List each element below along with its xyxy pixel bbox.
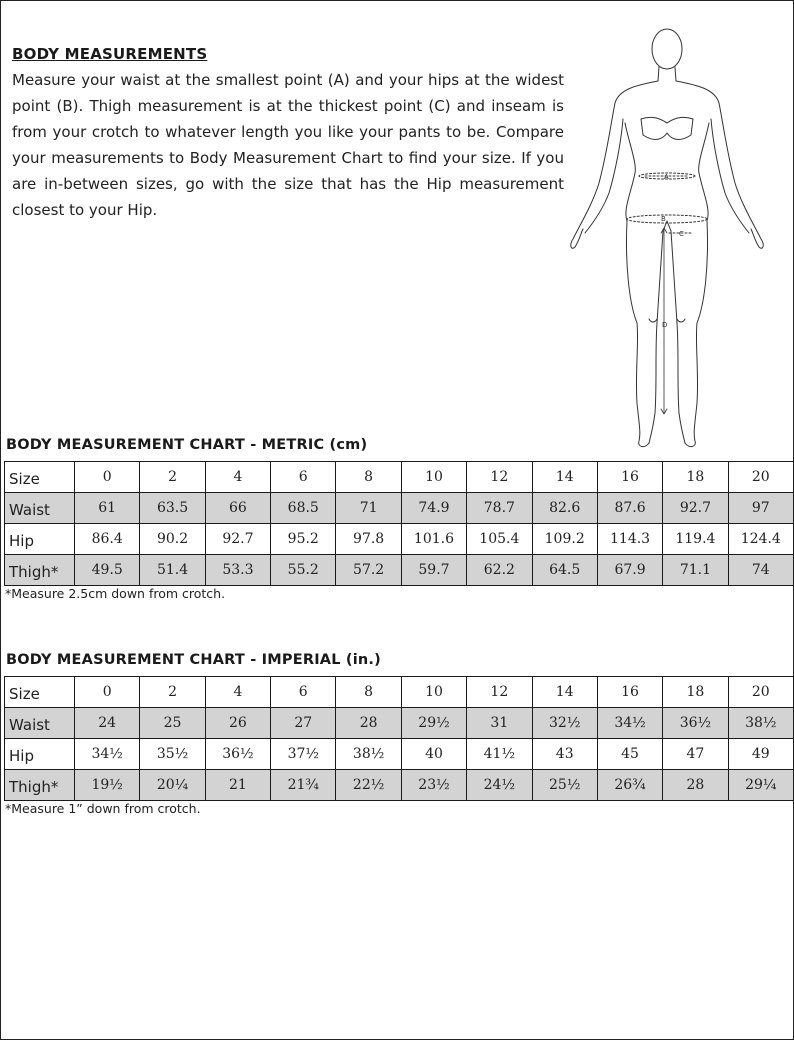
table-cell: 92.7 <box>663 493 728 524</box>
table-cell: 14 <box>532 462 597 493</box>
row-label: Waist <box>5 708 75 739</box>
table-cell: 36½ <box>205 739 270 770</box>
table-cell: 124.4 <box>728 524 793 555</box>
table-row <box>5 493 794 524</box>
table-cell: 19½ <box>75 770 140 801</box>
table-row <box>5 555 794 586</box>
body-figure-illustration <box>567 23 777 453</box>
table-cell: 29½ <box>401 708 466 739</box>
metric-chart-title: BODY MEASUREMENT CHART - METRIC (cm) <box>6 437 368 453</box>
table-cell: 25½ <box>532 770 597 801</box>
table-row <box>5 739 794 770</box>
table-row <box>5 770 794 801</box>
table-cell: 24 <box>75 708 140 739</box>
row-label: Hip <box>5 524 75 555</box>
table-cell: 23½ <box>401 770 466 801</box>
table-cell: 20¼ <box>140 770 205 801</box>
label-d: D <box>662 321 668 329</box>
table-cell: 12 <box>467 677 532 708</box>
table-cell: 68.5 <box>271 493 336 524</box>
table-cell: 105.4 <box>467 524 532 555</box>
table-cell: 71 <box>336 493 401 524</box>
table-cell: 66 <box>205 493 270 524</box>
table-cell: 14 <box>532 677 597 708</box>
table-cell: 74 <box>728 555 793 586</box>
table-cell: 34½ <box>597 708 662 739</box>
table-cell: 109.2 <box>532 524 597 555</box>
table-row <box>5 708 794 739</box>
table-cell: 28 <box>663 770 728 801</box>
table-cell: 82.6 <box>532 493 597 524</box>
metric-size-table <box>4 461 794 586</box>
table-cell: 0 <box>75 462 140 493</box>
table-cell: 97 <box>728 493 793 524</box>
table-cell: 6 <box>271 677 336 708</box>
table-cell: 38½ <box>728 708 793 739</box>
table-cell: 10 <box>401 677 466 708</box>
table-cell: 16 <box>597 677 662 708</box>
table-cell: 59.7 <box>401 555 466 586</box>
label-c: C <box>679 230 684 238</box>
table-cell: 92.7 <box>205 524 270 555</box>
row-label: Size <box>5 677 75 708</box>
table-cell: 18 <box>663 462 728 493</box>
table-cell: 43 <box>532 739 597 770</box>
table-cell: 0 <box>75 677 140 708</box>
imperial-size-table <box>4 676 794 801</box>
table-cell: 18 <box>663 677 728 708</box>
table-cell: 38½ <box>336 739 401 770</box>
label-b: B <box>661 215 666 223</box>
table-cell: 95.2 <box>271 524 336 555</box>
table-cell: 25 <box>140 708 205 739</box>
imperial-chart-title: BODY MEASUREMENT CHART - IMPERIAL (in.) <box>6 652 381 668</box>
table-cell: 8 <box>336 462 401 493</box>
table-cell: 20 <box>728 677 793 708</box>
row-label: Thigh* <box>5 555 75 586</box>
table-cell: 55.2 <box>271 555 336 586</box>
table-cell: 62.2 <box>467 555 532 586</box>
table-cell: 6 <box>271 462 336 493</box>
table-cell: 47 <box>663 739 728 770</box>
table-cell: 74.9 <box>401 493 466 524</box>
table-cell: 26 <box>205 708 270 739</box>
table-cell: 27 <box>271 708 336 739</box>
table-cell: 21 <box>205 770 270 801</box>
table-cell: 12 <box>467 462 532 493</box>
table-row <box>5 524 794 555</box>
table-cell: 97.8 <box>336 524 401 555</box>
table-cell: 37½ <box>271 739 336 770</box>
table-cell: 35½ <box>140 739 205 770</box>
table-cell: 90.2 <box>140 524 205 555</box>
table-cell: 61 <box>75 493 140 524</box>
table-cell: 2 <box>140 677 205 708</box>
table-cell: 21¾ <box>271 770 336 801</box>
table-cell: 10 <box>401 462 466 493</box>
table-cell: 28 <box>336 708 401 739</box>
table-cell: 20 <box>728 462 793 493</box>
table-cell: 51.4 <box>140 555 205 586</box>
table-cell: 24½ <box>467 770 532 801</box>
table-cell: 78.7 <box>467 493 532 524</box>
table-cell: 36½ <box>663 708 728 739</box>
table-cell: 49 <box>728 739 793 770</box>
table-cell: 4 <box>205 462 270 493</box>
table-cell: 34½ <box>75 739 140 770</box>
table-cell: 71.1 <box>663 555 728 586</box>
table-cell: 119.4 <box>663 524 728 555</box>
table-cell: 4 <box>205 677 270 708</box>
table-cell: 8 <box>336 677 401 708</box>
label-a: A <box>664 173 669 181</box>
imperial-footnote: *Measure 1” down from crotch. <box>5 801 201 816</box>
table-cell: 2 <box>140 462 205 493</box>
table-cell: 63.5 <box>140 493 205 524</box>
table-cell: 86.4 <box>75 524 140 555</box>
metric-footnote: *Measure 2.5cm down from crotch. <box>5 586 226 601</box>
table-cell: 29¼ <box>728 770 793 801</box>
table-cell: 114.3 <box>597 524 662 555</box>
row-label: Size <box>5 462 75 493</box>
table-cell: 16 <box>597 462 662 493</box>
table-cell: 40 <box>401 739 466 770</box>
table-cell: 32½ <box>532 708 597 739</box>
table-row <box>5 677 794 708</box>
table-cell: 67.9 <box>597 555 662 586</box>
table-cell: 87.6 <box>597 493 662 524</box>
body-measurements-heading: BODY MEASUREMENTS <box>12 45 208 63</box>
table-cell: 45 <box>597 739 662 770</box>
row-label: Waist <box>5 493 75 524</box>
row-label: Thigh* <box>5 770 75 801</box>
table-cell: 53.3 <box>205 555 270 586</box>
measurement-instructions: Measure your waist at the smallest point (A) and your hips at the widest point (B). Thigh measurement is at the thickest point (C) and inseam is from your crotch to whatever length you like your pants to be. Compare your measurements to Body Measurement Chart to find your size. If you are in-between sizes, go with the size that has the Hip measurement closest to your Hip. <box>12 71 564 219</box>
table-cell: 26¾ <box>597 770 662 801</box>
table-row <box>5 462 794 493</box>
table-cell: 64.5 <box>532 555 597 586</box>
table-cell: 101.6 <box>401 524 466 555</box>
table-cell: 22½ <box>336 770 401 801</box>
table-cell: 41½ <box>467 739 532 770</box>
table-cell: 49.5 <box>75 555 140 586</box>
row-label: Hip <box>5 739 75 770</box>
table-cell: 57.2 <box>336 555 401 586</box>
table-cell: 31 <box>467 708 532 739</box>
